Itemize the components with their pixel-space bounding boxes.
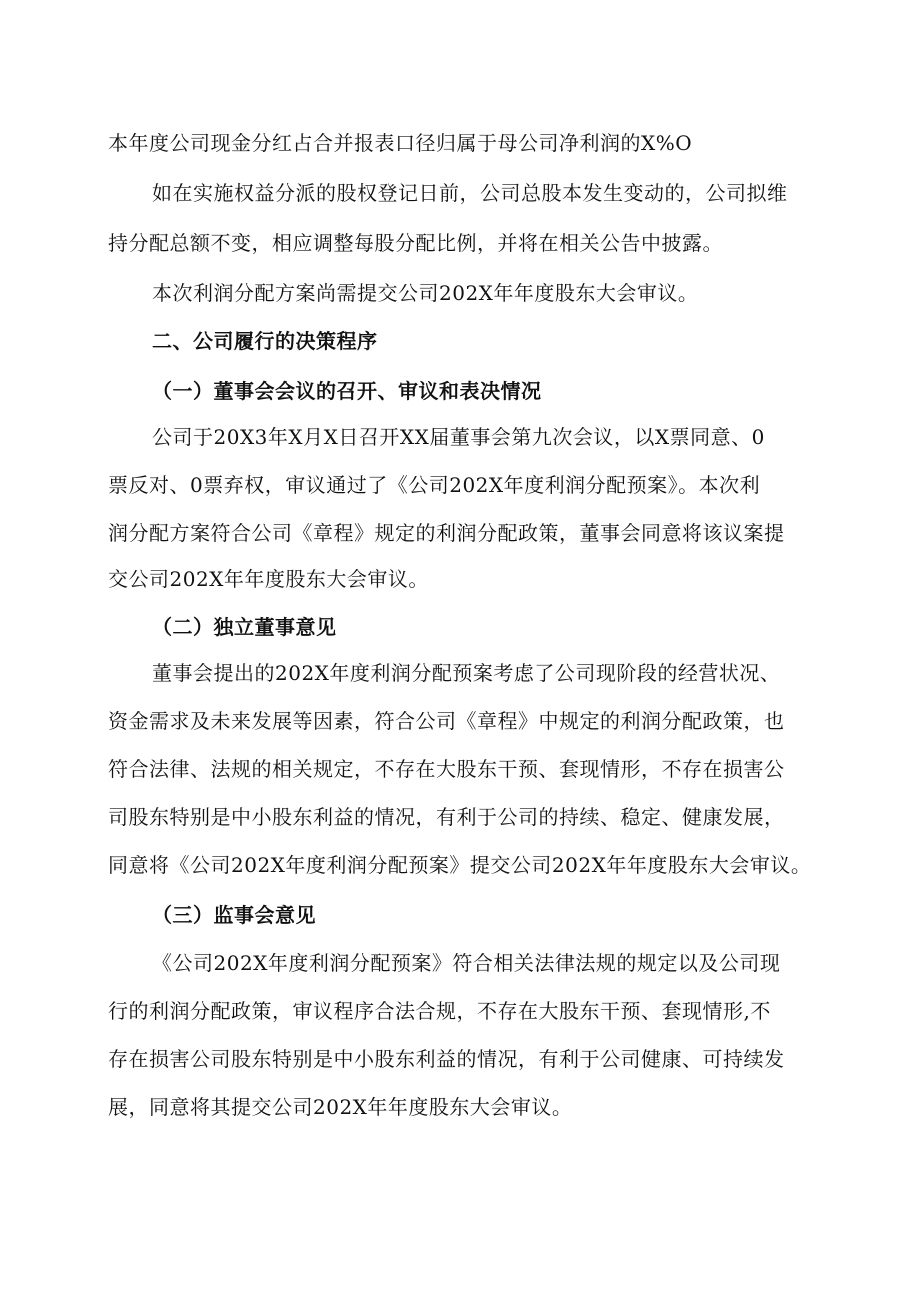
paragraph-shareholder-meeting: 本次利润分配方案尚需提交公司202X年年度股东大会审议。: [152, 281, 699, 305]
board-meeting-line-4: 交公司202X年年度股东大会审议。: [108, 567, 429, 591]
independent-directors-line-1: 董事会提出的202X年度利润分配预案考虑了公司现阶段的经营状况、: [152, 661, 781, 685]
supervisory-board-line-4: 展，同意将其提交公司202X年年度股东大会审议。: [108, 1095, 573, 1119]
independent-directors-line-3: 符合法律、法规的相关规定，不存在大股东干预、套现情形，不存在损害公: [108, 757, 785, 781]
paragraph-share-change-line-2: 持分配总额不变，相应调整每股分配比例，并将在相关公告中披露。: [108, 231, 723, 255]
subsection-heading-independent-directors: （二）独立董事意见: [152, 615, 337, 639]
board-meeting-line-2: 票反对、0票弃权，审议通过了《公司202X年度利润分配预案》。本次利: [108, 473, 761, 497]
supervisory-board-line-3: 存在损害公司股东特别是中小股东利益的情况，有利于公司健康、可持续发: [108, 1047, 785, 1071]
subsection-heading-board-meeting: （一）董事会会议的召开、审议和表决情况: [152, 379, 542, 403]
board-meeting-line-3: 润分配方案符合公司《章程》规定的利润分配政策，董事会同意将该议案提: [108, 521, 785, 545]
supervisory-board-line-2: 行的利润分配政策，审议程序合法合规，不存在大股东干预、套现情形,不: [108, 999, 771, 1023]
independent-directors-line-4: 司股东特别是中小股东利益的情况，有利于公司的持续、稳定、健康发展，: [108, 805, 785, 829]
supervisory-board-line-1: 《公司202X年度利润分配预案》符合相关法律法规的规定以及公司现: [152, 951, 781, 975]
subsection-heading-supervisory-board: （三）监事会意见: [152, 903, 316, 927]
independent-directors-line-2: 资金需求及未来发展等因素，符合公司《章程》中规定的利润分配政策，也: [108, 709, 785, 733]
paragraph-share-change-line-1: 如在实施权益分派的股权登记日前，公司总股本发生变动的，公司拟维: [152, 181, 788, 205]
board-meeting-line-1: 公司于20X3年X月X日召开XX届董事会第九次会议，以X票同意、0: [152, 425, 765, 449]
independent-directors-line-5: 同意将《公司202X年度利润分配预案》提交公司202X年年度股东大会审议。: [108, 853, 812, 877]
section-heading-decision-procedure: 二、公司履行的决策程序: [152, 329, 378, 353]
paragraph-dividend-ratio: 本年度公司现金分红占合并报表口径归属于母公司净利润的X%O: [108, 131, 693, 155]
